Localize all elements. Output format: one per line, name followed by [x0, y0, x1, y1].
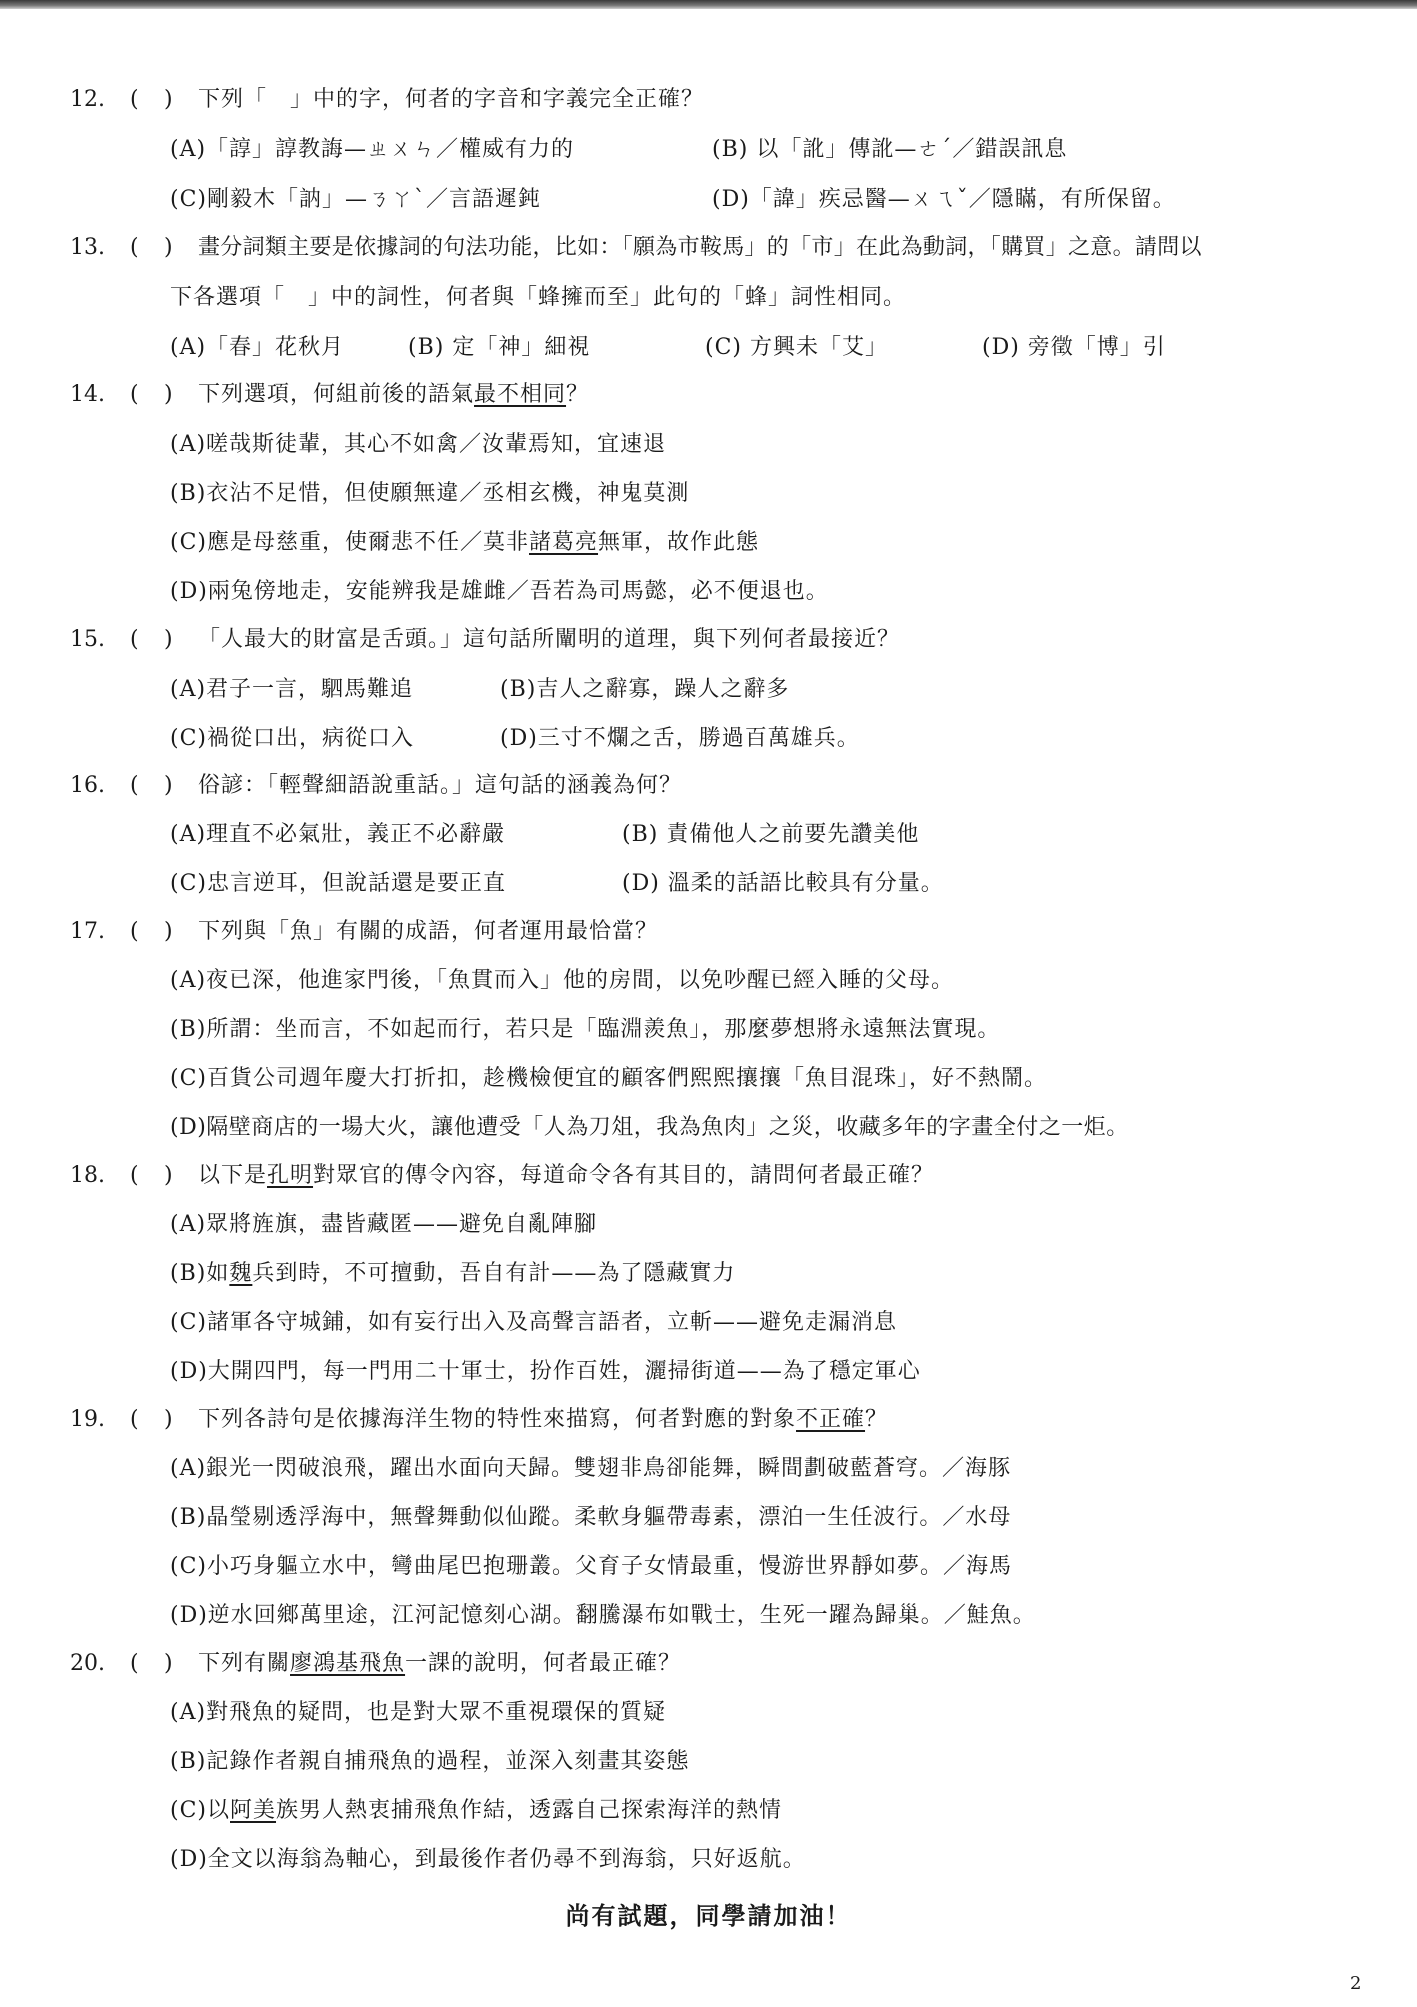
question-text — [198, 1163, 934, 1188]
option-a: (A)理直不必氣壯，義正不必辭嚴 — [170, 822, 506, 847]
text-segment: 下列選項，何組前後的語氣 — [198, 382, 475, 407]
answer-paren-open: ( — [130, 1407, 139, 1432]
question-19 — [70, 1400, 1390, 1440]
option-b: (B) 責備他人之前要先讚美他 — [622, 822, 920, 847]
question-number: 19. — [70, 1407, 105, 1432]
option-a: (A)「諄」諄教誨—ㄓㄨㄣ／權威有力的 — [170, 137, 575, 162]
option-c: (C)禍從口出，病從口入 — [170, 726, 414, 751]
text-segment: ？ — [865, 1407, 889, 1432]
answer-paren-close: ) — [164, 1163, 173, 1188]
option-a: (A)眾將旌旗，盡皆藏匿——避免自亂陣腳 — [170, 1212, 598, 1237]
text-segment: ？ — [566, 382, 590, 407]
answer-paren-open: ( — [130, 1163, 139, 1188]
proper-noun-underline: 廖鴻基 — [290, 1651, 360, 1676]
text-segment: 無軍，故作此態 — [598, 530, 760, 555]
option-a: (A)君子一言，駟馬難追 — [170, 677, 414, 702]
question-18 — [70, 1156, 1390, 1196]
question-number: 17. — [70, 919, 105, 944]
question-16 — [70, 766, 1390, 806]
option-c: (C) 方興未「艾」 — [705, 335, 888, 360]
option-b: (B)記錄作者親自捕飛魚的過程，並深入刻畫其姿態 — [170, 1749, 690, 1774]
answer-paren-open: ( — [130, 1651, 139, 1676]
question-text — [198, 1407, 888, 1432]
question-text: 俗諺：「輕聲細語說重話。」這句話的涵義為何？ — [198, 773, 683, 798]
option-c: (C)諸軍各守城鋪，如有妄行出入及高聲言語者，立斬——避免走漏消息 — [170, 1310, 898, 1335]
option-b — [170, 1254, 735, 1294]
option-b: (B) 以「訛」傳訛—ㄜˊ／錯誤訊息 — [712, 137, 1068, 162]
option-c — [170, 1791, 782, 1831]
option-a: (A)嗟哉斯徒輩，其心不如禽／汝輩焉知，宜速退 — [170, 432, 667, 457]
emphasis-underline: 不正確 — [796, 1407, 866, 1432]
answer-paren-close: ) — [164, 235, 173, 260]
text-segment: 以下是 — [198, 1163, 268, 1188]
option-d: (D)三寸不爛之舌，勝過百萬雄兵。 — [500, 726, 860, 751]
question-15 — [70, 620, 1390, 660]
option-b: (B) 定「神」細視 — [408, 335, 591, 360]
option-d: (D)大開四門，每一門用二十軍士，扮作百姓，灑掃街道——為了穩定軍心 — [170, 1359, 921, 1384]
question-number: 14. — [70, 382, 105, 407]
text-segment: (C)應是母慈重，使爾悲不任／莫非 — [170, 530, 530, 555]
option-a: (A)「春」花秋月 — [170, 335, 345, 360]
question-number: 13. — [70, 235, 105, 260]
text-segment: (C)以 — [170, 1798, 230, 1823]
option-a: (A)夜已深，他進家門後，「魚貫而入」他的房間，以免吵醒已經入睡的父母。 — [170, 968, 955, 993]
option-b: (B)所謂：坐而言，不如起而行，若只是「臨淵羨魚」，那麼夢想將永遠無法實現。 — [170, 1017, 1001, 1042]
proper-noun-underline: 諸葛亮 — [529, 530, 599, 555]
question-text: 「人最大的財富是舌頭。」這句話所闡明的道理，與下列何者最接近？ — [198, 627, 901, 652]
answer-paren-open: ( — [130, 235, 139, 260]
text-segment: 一課的說明，何者最正確？ — [405, 1651, 682, 1676]
option-b: (B)吉人之辭寡，躁人之辭多 — [500, 677, 790, 702]
answer-paren-open: ( — [130, 773, 139, 798]
answer-paren-open: ( — [130, 87, 139, 112]
answer-paren-close: ) — [164, 919, 173, 944]
lesson-title-underline: 飛魚 — [359, 1651, 406, 1676]
question-text: 下列與「魚」有關的成語，何者運用最恰當？ — [198, 919, 659, 944]
proper-noun-underline: 魏 — [229, 1261, 253, 1286]
answer-paren-close: ) — [164, 1407, 173, 1432]
option-d: (D)隔壁商店的一場大火，讓他遭受「人為刀俎，我為魚肉」之災，收藏多年的字畫全付之一炬。 — [170, 1115, 1129, 1140]
question-12 — [70, 80, 1390, 120]
page-number: 2 — [1350, 1973, 1362, 1994]
option-d: (D) 旁徵「博」引 — [982, 335, 1166, 360]
option-c: (C)剛毅木「訥」—ㄋㄚˋ／言語遲鈍 — [170, 187, 541, 212]
option-c: (C)百貨公司週年慶大打折扣，趁機檢便宜的顧客們熙熙攘攘「魚目混珠」，好不熱鬧。 — [170, 1066, 1048, 1091]
question-number: 16. — [70, 773, 105, 798]
option-b: (B)衣沾不足惜，但使願無違／丞相玄機，神鬼莫測 — [170, 481, 690, 506]
question-text: 畫分詞類主要是依據詞的句法功能，比如：「願為市鞍馬」的「市」在此為動詞，「購買」之意。請問以 — [198, 235, 1202, 260]
answer-paren-close: ) — [164, 382, 173, 407]
question-text — [198, 382, 589, 407]
question-number: 12. — [70, 87, 105, 112]
question-14 — [70, 375, 1390, 415]
text-segment: 下列有關 — [198, 1651, 291, 1676]
answer-paren-close: ) — [164, 627, 173, 652]
proper-noun-underline: 阿美 — [230, 1798, 277, 1823]
option-d: (D)全文以海翁為軸心，到最後作者仍尋不到海翁，只好返航。 — [170, 1847, 806, 1872]
answer-paren-close: ) — [164, 87, 173, 112]
option-c — [170, 523, 759, 563]
option-b: (B)晶瑩剔透浮海中，無聲舞動似仙蹤。柔軟身軀帶毒素，漂泊一生任波行。／水母 — [170, 1505, 1012, 1530]
text-segment: (B)如 — [170, 1261, 230, 1286]
question-text: 下列「 」中的字，何者的字音和字義完全正確？ — [198, 87, 705, 112]
option-d: (D)「諱」疾忌醫—ㄨㄟˇ／隱瞞，有所保留。 — [712, 187, 1176, 212]
question-number: 20. — [70, 1651, 105, 1676]
option-d: (D)兩兔傍地走，安能辨我是雄雌／吾若為司馬懿，必不便退也。 — [170, 579, 829, 604]
footer-note: 尚有試題，同學請加油！ — [565, 1901, 852, 1930]
proper-noun-underline: 孔明 — [267, 1163, 314, 1188]
question-20 — [70, 1644, 1390, 1684]
question-number: 15. — [70, 627, 105, 652]
option-c: (C)小巧身軀立水中，彎曲尾巴抱珊叢。父育子女情最重，慢游世界靜如夢。／海馬 — [170, 1554, 1013, 1579]
answer-paren-close: ) — [164, 1651, 173, 1676]
option-a: (A)對飛魚的疑問，也是對大眾不重視環保的質疑 — [170, 1700, 667, 1725]
answer-paren-close: ) — [164, 773, 173, 798]
answer-paren-open: ( — [130, 627, 139, 652]
question-17 — [70, 912, 1390, 952]
question-text — [198, 1651, 681, 1676]
answer-paren-open: ( — [130, 382, 139, 407]
question-13 — [70, 228, 1390, 268]
text-segment: 族男人熱衷捕飛魚作結，透露自己探索海洋的熱情 — [276, 1798, 783, 1823]
text-segment: 對眾官的傳令內容，每道命令各有其目的，請問何者最正確？ — [313, 1163, 935, 1188]
text-segment: 兵到時，不可擅動，吾自有計——為了隱藏實力 — [252, 1261, 736, 1286]
option-c: (C)忠言逆耳，但說話還是要正直 — [170, 871, 506, 896]
option-d: (D)逆水回鄉萬里途，江河記憶刻心湖。翻騰瀑布如戰士，生死一躍為歸巢。／鮭魚。 — [170, 1603, 1036, 1628]
question-text-continuation: 下各選項「 」中的詞性，何者與「蜂擁而至」此句的「蜂」詞性相同。 — [170, 285, 907, 310]
option-d: (D) 溫柔的話語比較具有分量。 — [622, 871, 944, 896]
answer-paren-open: ( — [130, 919, 139, 944]
question-number: 18. — [70, 1163, 105, 1188]
option-a: (A)銀光一閃破浪飛，躍出水面向天歸。雙翅非鳥卻能舞，瞬間劃破藍蒼穹。／海豚 — [170, 1456, 1012, 1481]
emphasis-underline: 最不相同 — [474, 382, 567, 407]
text-segment: 下列各詩句是依據海洋生物的特性來描寫，何者對應的對象 — [198, 1407, 797, 1432]
